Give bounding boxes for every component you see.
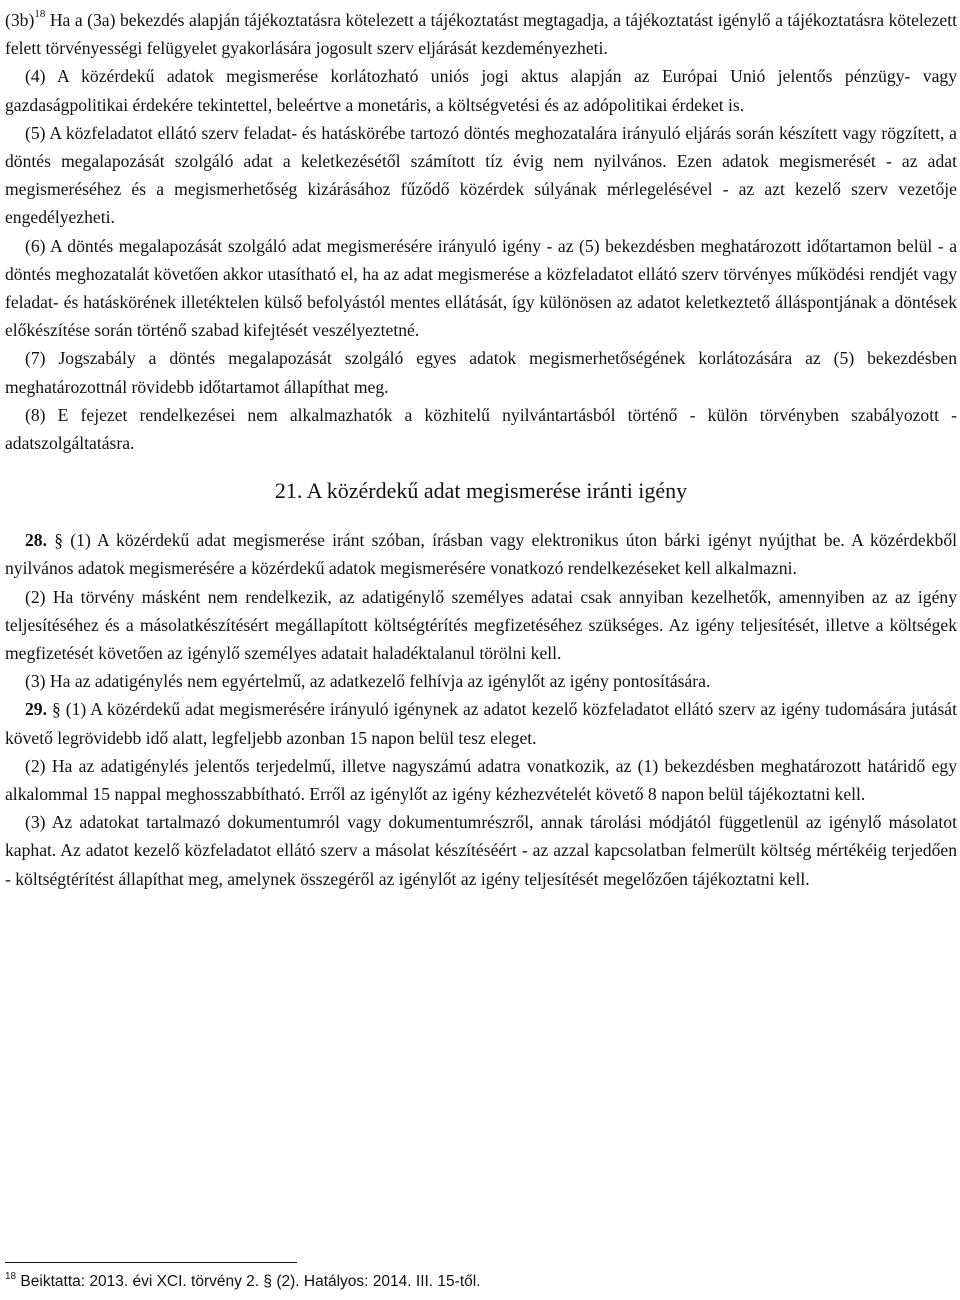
footnote-reference[interactable]: 18 (34, 8, 46, 21)
footnote (5, 1272, 905, 1292)
section-29-paragraph-2: (2) Ha az adatigénylés jelentős terjedelmű, illetve nagyszámú adatra vonatkozik, az (1) bekezdésben meghatározott határidő egy alkalommal 15 nappal meghosszabbítható. Erről az igénylőt az igény kézhezvételét követő 8 napon belül tájékoztatni kell. (5, 755, 957, 805)
paragraph-4: (4) A közérdekű adatok megismerése korlátozható uniós jogi aktus alapján az Európai Unió jelentős pénzügy- vagy gazdaságpolitikai érdekére tekintettel, beleértve a monetáris, a költségvetési és az adópolitikai érdeket is. (5, 66, 957, 115)
section-number: 28. (25, 530, 47, 551)
section-29-paragraph-1 (5, 695, 957, 751)
section-29-paragraph-3: (3) Az adatokat tartalmazó dokumentumról vagy dokumentumrészről, annak tárolási módjától függetlenül az igénylő másolatot kaphat. Az adatot kezelő közfeladatot ellátó szerv a másolat készítéséért - az azzal kapcsolatban felmerült költség mértékéig terjedően - költségtérítést állapíthat meg, amelynek összegéről az igénylőt az igény teljesítését megelőzően tájékoztatni kell. (5, 812, 957, 889)
paragraph-label: (3b) (5, 10, 35, 30)
footnote-separator (5, 1262, 297, 1263)
paragraph-text: Ha a (3a) bekezdés alapján tájékoztatásra kötelezett a tájékoztatást megtagadja, a tájékoztatást igénylő a tájékoztatásra kötelezett felett törvényességi felügyelet gyakorlására jogosult szerv eljárását kezdeményezheti. (5, 10, 957, 59)
paragraph-text: (1) A közérdekű adat megismerése iránt szóban, írásban vagy elektronikus úton bárki igényt nyújthat be. A közérdekből nyilvános adatok megismerésére a közérdekű adatok megismerésére vonatkozó rendelkezéseket kell alkalmazni. (5, 530, 957, 579)
paragraph-8: (8) E fejezet rendelkezései nem alkalmazhatók a közhitelű nyilvántartásból történő - külön törvényben szabályozott - adatszolgáltatásra. (5, 404, 957, 454)
document-body (5, 6, 957, 893)
section-number: 29. (25, 699, 47, 720)
paragraph-text: (1) A közérdekű adat megismerésére irányuló igénynek az adatot kezelő közfeladatot ellátó szerv az igény tudomására jutását követő legrövidebb idő alatt, legfeljebb azonban 15 napon belül tesz eleget. (5, 699, 957, 748)
section-28-paragraph-1 (5, 526, 957, 582)
paragraph-5: (5) A közfeladatot ellátó szerv feladat- és hatáskörébe tartozó döntés meghozatalára irányuló eljárás során készített vagy rögzített, a döntés megalapozását szolgáló adat a keletkezésétől számított tíz évig nem nyilvános. Ezen adatok megismerését - az adat megismeréséhez és a megismerhetőség kizárásához fűződő közérdek súlyának mérlegelésével - az azt kezelő szerv vezetője engedélyezheti. (5, 122, 957, 228)
section-heading: 21. A közérdekű adat megismerése iránti igény (274, 478, 688, 504)
paragraph-6: (6) A döntés megalapozását szolgáló adat megismerésére irányuló igény - az (5) bekezdésben meghatározott időtartamon belül - a döntés meghozatalát követően akkor utasítható el, ha az adat megismerése a közfeladatot ellátó szerv törvényes működési rendjét vagy feladat- és hatáskörének illetéktelen külső befolyástól mentes ellátását, így különösen az adatot keletkeztető álláspontjának a döntések előkészítése során történő szabad kifejtését veszélyeztetné. (5, 235, 957, 341)
paragraph-7: (7) Jogszabály a döntés megalapozását szolgáló egyes adatok megismerhetőségének korlátozására az (5) bekezdésben meghatározottnál rövidebb időtartamot állapíthat meg. (5, 348, 957, 397)
paragraph-3b (5, 6, 957, 62)
section-28-paragraph-3: (3) Ha az adatigénylés nem egyértelmű, az adatkezelő felhívja az igénylőt az igény pontosítására. (25, 671, 711, 692)
section-28-paragraph-2: (2) Ha törvény másként nem rendelkezik, az adatigénylő személyes adatai csak annyiban kezelhetők, amennyiben az az igény teljesítéséhez és a másolatkészítésért megállapított költségtérítés megfizetéséhez szükséges. Az igény teljesítését, illetve a költségek megfizetését követően az igénylő személyes adatait haladéktalanul törölni kell. (5, 586, 957, 664)
footnote-text: Beiktatta: 2013. évi XCI. törvény 2. § (2). Hatályos: 2014. III. 15-től. (16, 1273, 481, 1290)
section-sign-link[interactable]: § (54, 530, 64, 551)
section-sign-link[interactable]: § (51, 699, 61, 720)
footnote-number: 18 (5, 1270, 17, 1282)
